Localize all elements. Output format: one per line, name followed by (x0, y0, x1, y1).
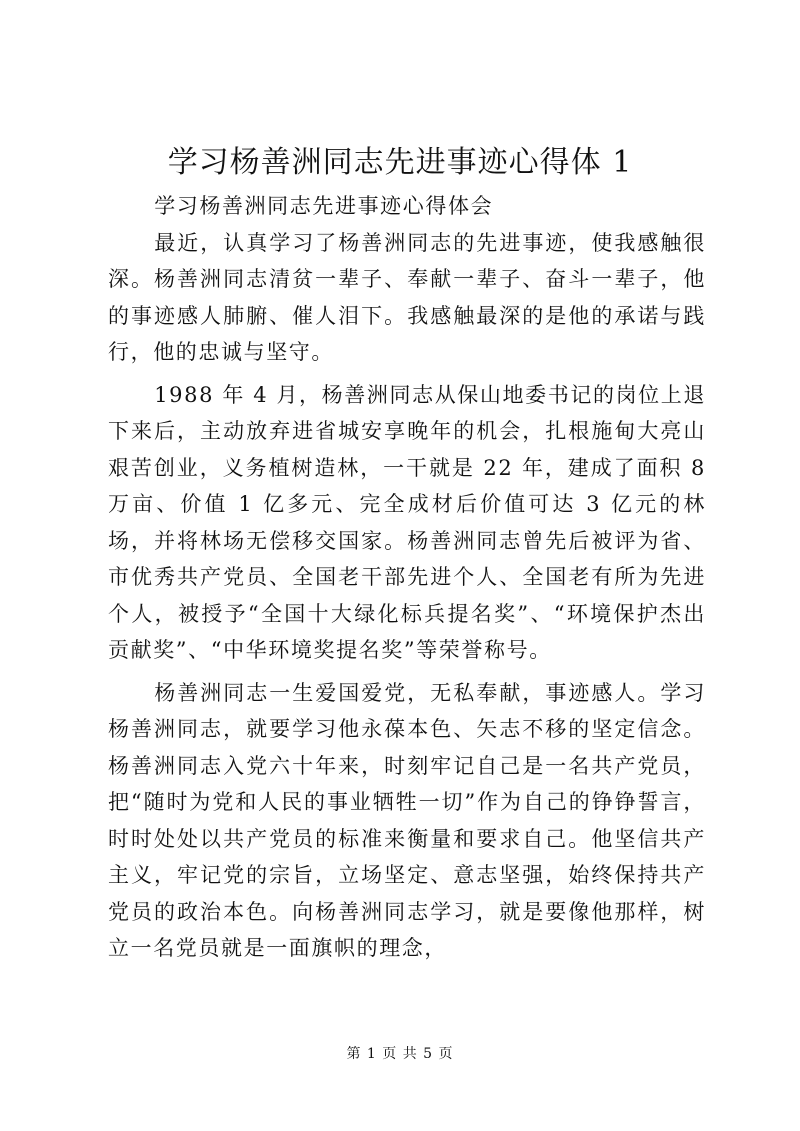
subtitle-paragraph: 学习杨善洲同志先进事迹心得体会 (154, 194, 494, 218)
document-title: 学习杨善洲同志先进事迹心得体 1 (167, 145, 633, 180)
body-paragraph: 杨善洲同志一生爱国爱党，无私奉献，事迹感人。学习杨善洲同志，就要学习他永葆本色、矢志不移的坚定信念。杨善洲同志入党六十年来，时刻牢记自己是一名共产党员，把“随时为党和人民的事业牺牲一切”作为自己的铮铮誓言，时时处处以共产党员的标准来衡量和要求自己。他坚信共产主义，牢记党的宗旨，立场坚定、意志坚强，始终保持共产党员的政治本色。向杨善洲同志学习，就是要像他那样，树立一名党员就是一面旗帜的理念， (108, 680, 706, 960)
document-body (108, 188, 706, 967)
page-footer: 第 1 页 共 5 页 (346, 1046, 454, 1062)
body-paragraph: 最近，认真学习了杨善洲同志的先进事迹，使我感触很深。杨善洲同志清贫一辈子、奉献一辈子、奋斗一辈子，他的事迹感人肺腑、催人泪下。我感触最深的是他的承诺与践行，他的忠诚与坚守。 (108, 230, 706, 364)
body-paragraph: 1988 年 4 月，杨善洲同志从保山地委书记的岗位上退下来后，主动放弃进省城安享晚年的机会，扎根施甸大亮山艰苦创业，义务植树造林，一干就是 22 年，建成了面积 8 万亩、价值 1 亿多元、完全成材后价值可达 3 亿元的林场，并将林场无偿移交国家。杨善洲同志曾先后被评为省、市优秀共产党员、全国老干部先进个人、全国老有所为先进个人，被授予“全国十大绿化标兵提名奖”、“环境保护杰出贡献奖”、“中华环境奖提名奖”等荣誉称号。 (108, 382, 706, 662)
